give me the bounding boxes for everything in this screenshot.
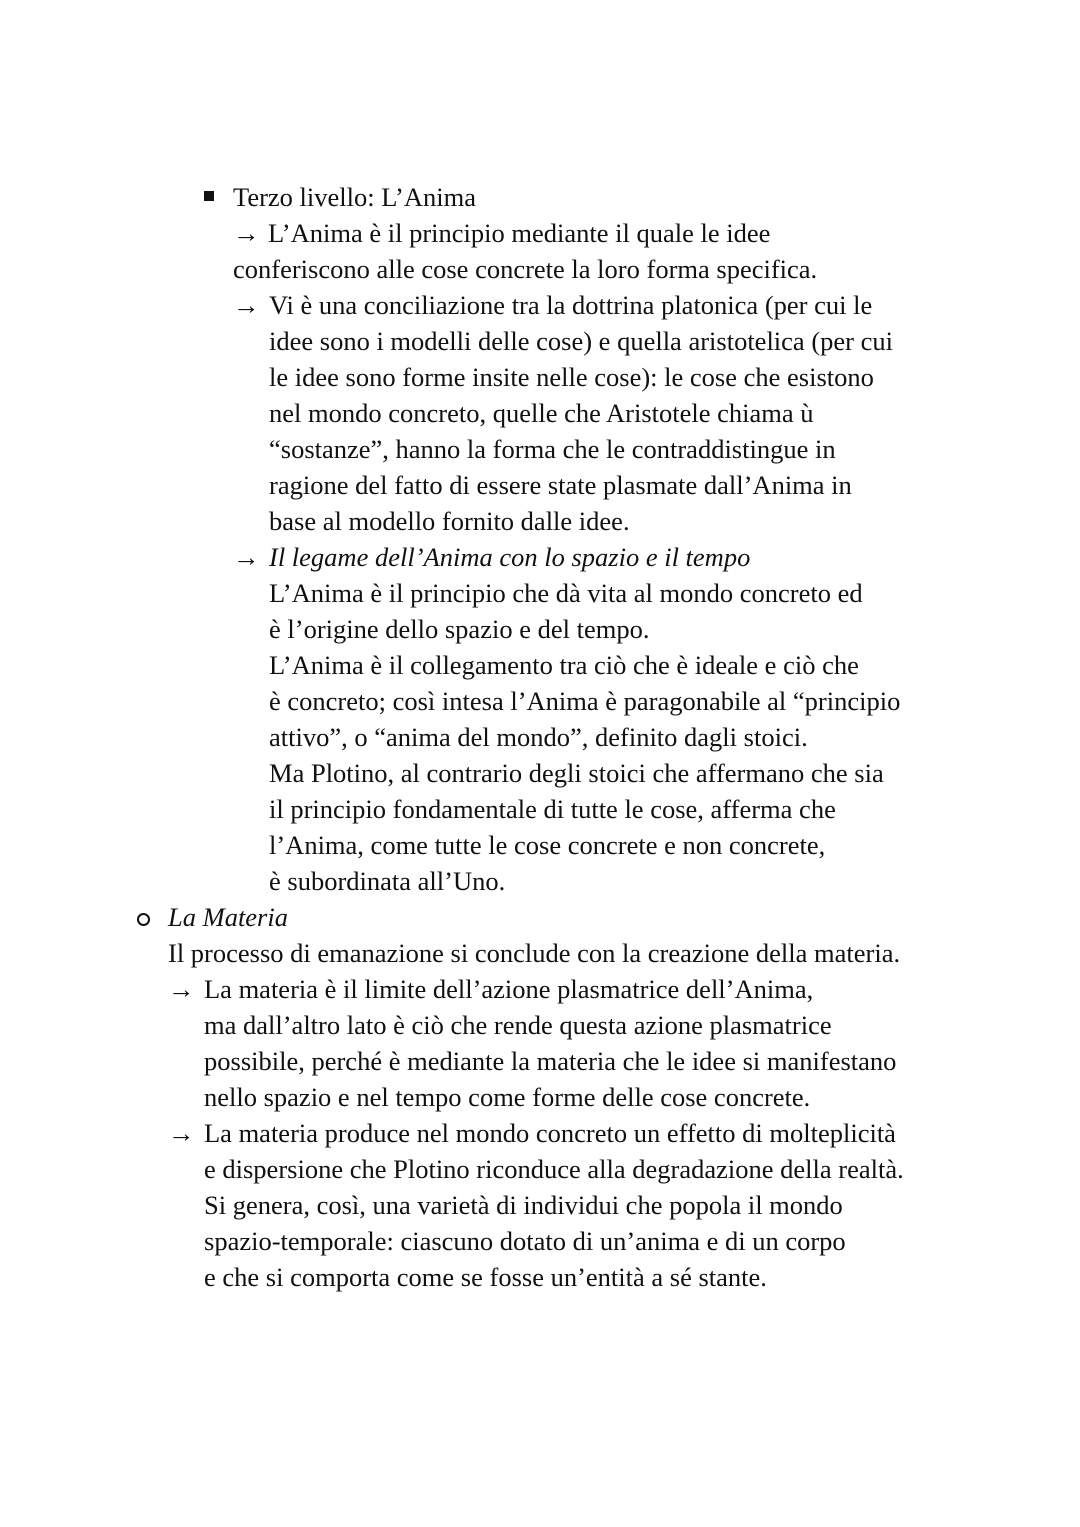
- anima-point1-line1: L’Anima è il principio mediante il quale le idee: [268, 218, 771, 248]
- anima-point2-line7: base al modello fornito dalle idee.: [269, 506, 630, 536]
- anima-point3-line8: l’Anima, come tutte le cose concrete e non concrete,: [269, 830, 826, 860]
- anima-point2-line5: “sostanze”, hanno la forma che le contraddistingue in: [269, 434, 836, 464]
- anima-point3-line9: è subordinata all’Uno.: [269, 866, 506, 896]
- materia-point2-line4: spazio-temporale: ciascuno dotato di un’anima e di un corpo: [204, 1226, 846, 1256]
- materia-point1-line1: La materia è il limite dell’azione plasmatrice dell’Anima,: [204, 974, 814, 1004]
- materia-point2-line3: Si genera, così, una varietà di individui che popola il mondo: [204, 1190, 843, 1220]
- materia-point1-line2: ma dall’altro lato è ciò che rende questa azione plasmatrice: [204, 1010, 832, 1040]
- anima-point2-line1: Vi è una conciliazione tra la dottrina platonica (per cui le: [269, 290, 873, 320]
- square-bullet-icon: [204, 191, 214, 201]
- anima-point2-line3: le idee sono forme insite nelle cose): le cose che esistono: [269, 362, 874, 392]
- anima-point2-line4: nel mondo concreto, quelle che Aristotele chiama ù: [269, 398, 814, 428]
- anima-point2-line6: ragione del fatto di essere state plasmate dall’Anima in: [269, 470, 852, 500]
- anima-point3-line3: L’Anima è il collegamento tra ciò che è ideale e ciò che: [269, 650, 859, 680]
- materia-point1-line4: nello spazio e nel tempo come forme delle cose concrete.: [204, 1082, 811, 1112]
- anima-point2-line2: idee sono i modelli delle cose) e quella aristotelica (per cui: [269, 326, 893, 356]
- materia-point2-line1: La materia produce nel mondo concreto un effetto di molteplicità: [204, 1118, 896, 1148]
- heading-la-materia: La Materia: [168, 902, 288, 932]
- materia-intro: Il processo di emanazione si conclude con la creazione della materia.: [168, 938, 901, 968]
- anima-point3-line4: è concreto; così intesa l’Anima è paragonabile al “principio: [269, 686, 901, 716]
- anima-point3-title: Il legame dell’Anima con lo spazio e il tempo: [269, 542, 751, 572]
- materia-point1-line3: possibile, perché è mediante la materia che le idee si manifestano: [204, 1046, 897, 1076]
- anima-point3-line2: è l’origine dello spazio e del tempo.: [269, 614, 650, 644]
- arrow-icon: →: [233, 542, 260, 572]
- anima-point1-line2: conferiscono alle cose concrete la loro forma specifica.: [233, 254, 818, 284]
- arrow-icon: →: [233, 290, 260, 320]
- materia-point2-line5: e che si comporta come se fosse un’entità a sé stante.: [204, 1262, 767, 1292]
- heading-terzo-livello: Terzo livello: L’Anima: [233, 182, 476, 212]
- anima-point3-line6: Ma Plotino, al contrario degli stoici che affermano che sia: [269, 758, 884, 788]
- arrow-icon: →: [168, 1118, 195, 1148]
- arrow-icon: →: [233, 218, 260, 248]
- anima-point3-line5: attivo”, o “anima del mondo”, definito dagli stoici.: [269, 722, 808, 752]
- anima-point3-line7: il principio fondamentale di tutte le cose, afferma che: [269, 794, 836, 824]
- materia-point2-line2: e dispersione che Plotino riconduce alla degradazione della realtà.: [204, 1154, 904, 1184]
- anima-point3-line1: L’Anima è il principio che dà vita al mondo concreto ed: [269, 578, 863, 608]
- arrow-icon: →: [168, 974, 195, 1004]
- circle-bullet-icon: [137, 913, 150, 926]
